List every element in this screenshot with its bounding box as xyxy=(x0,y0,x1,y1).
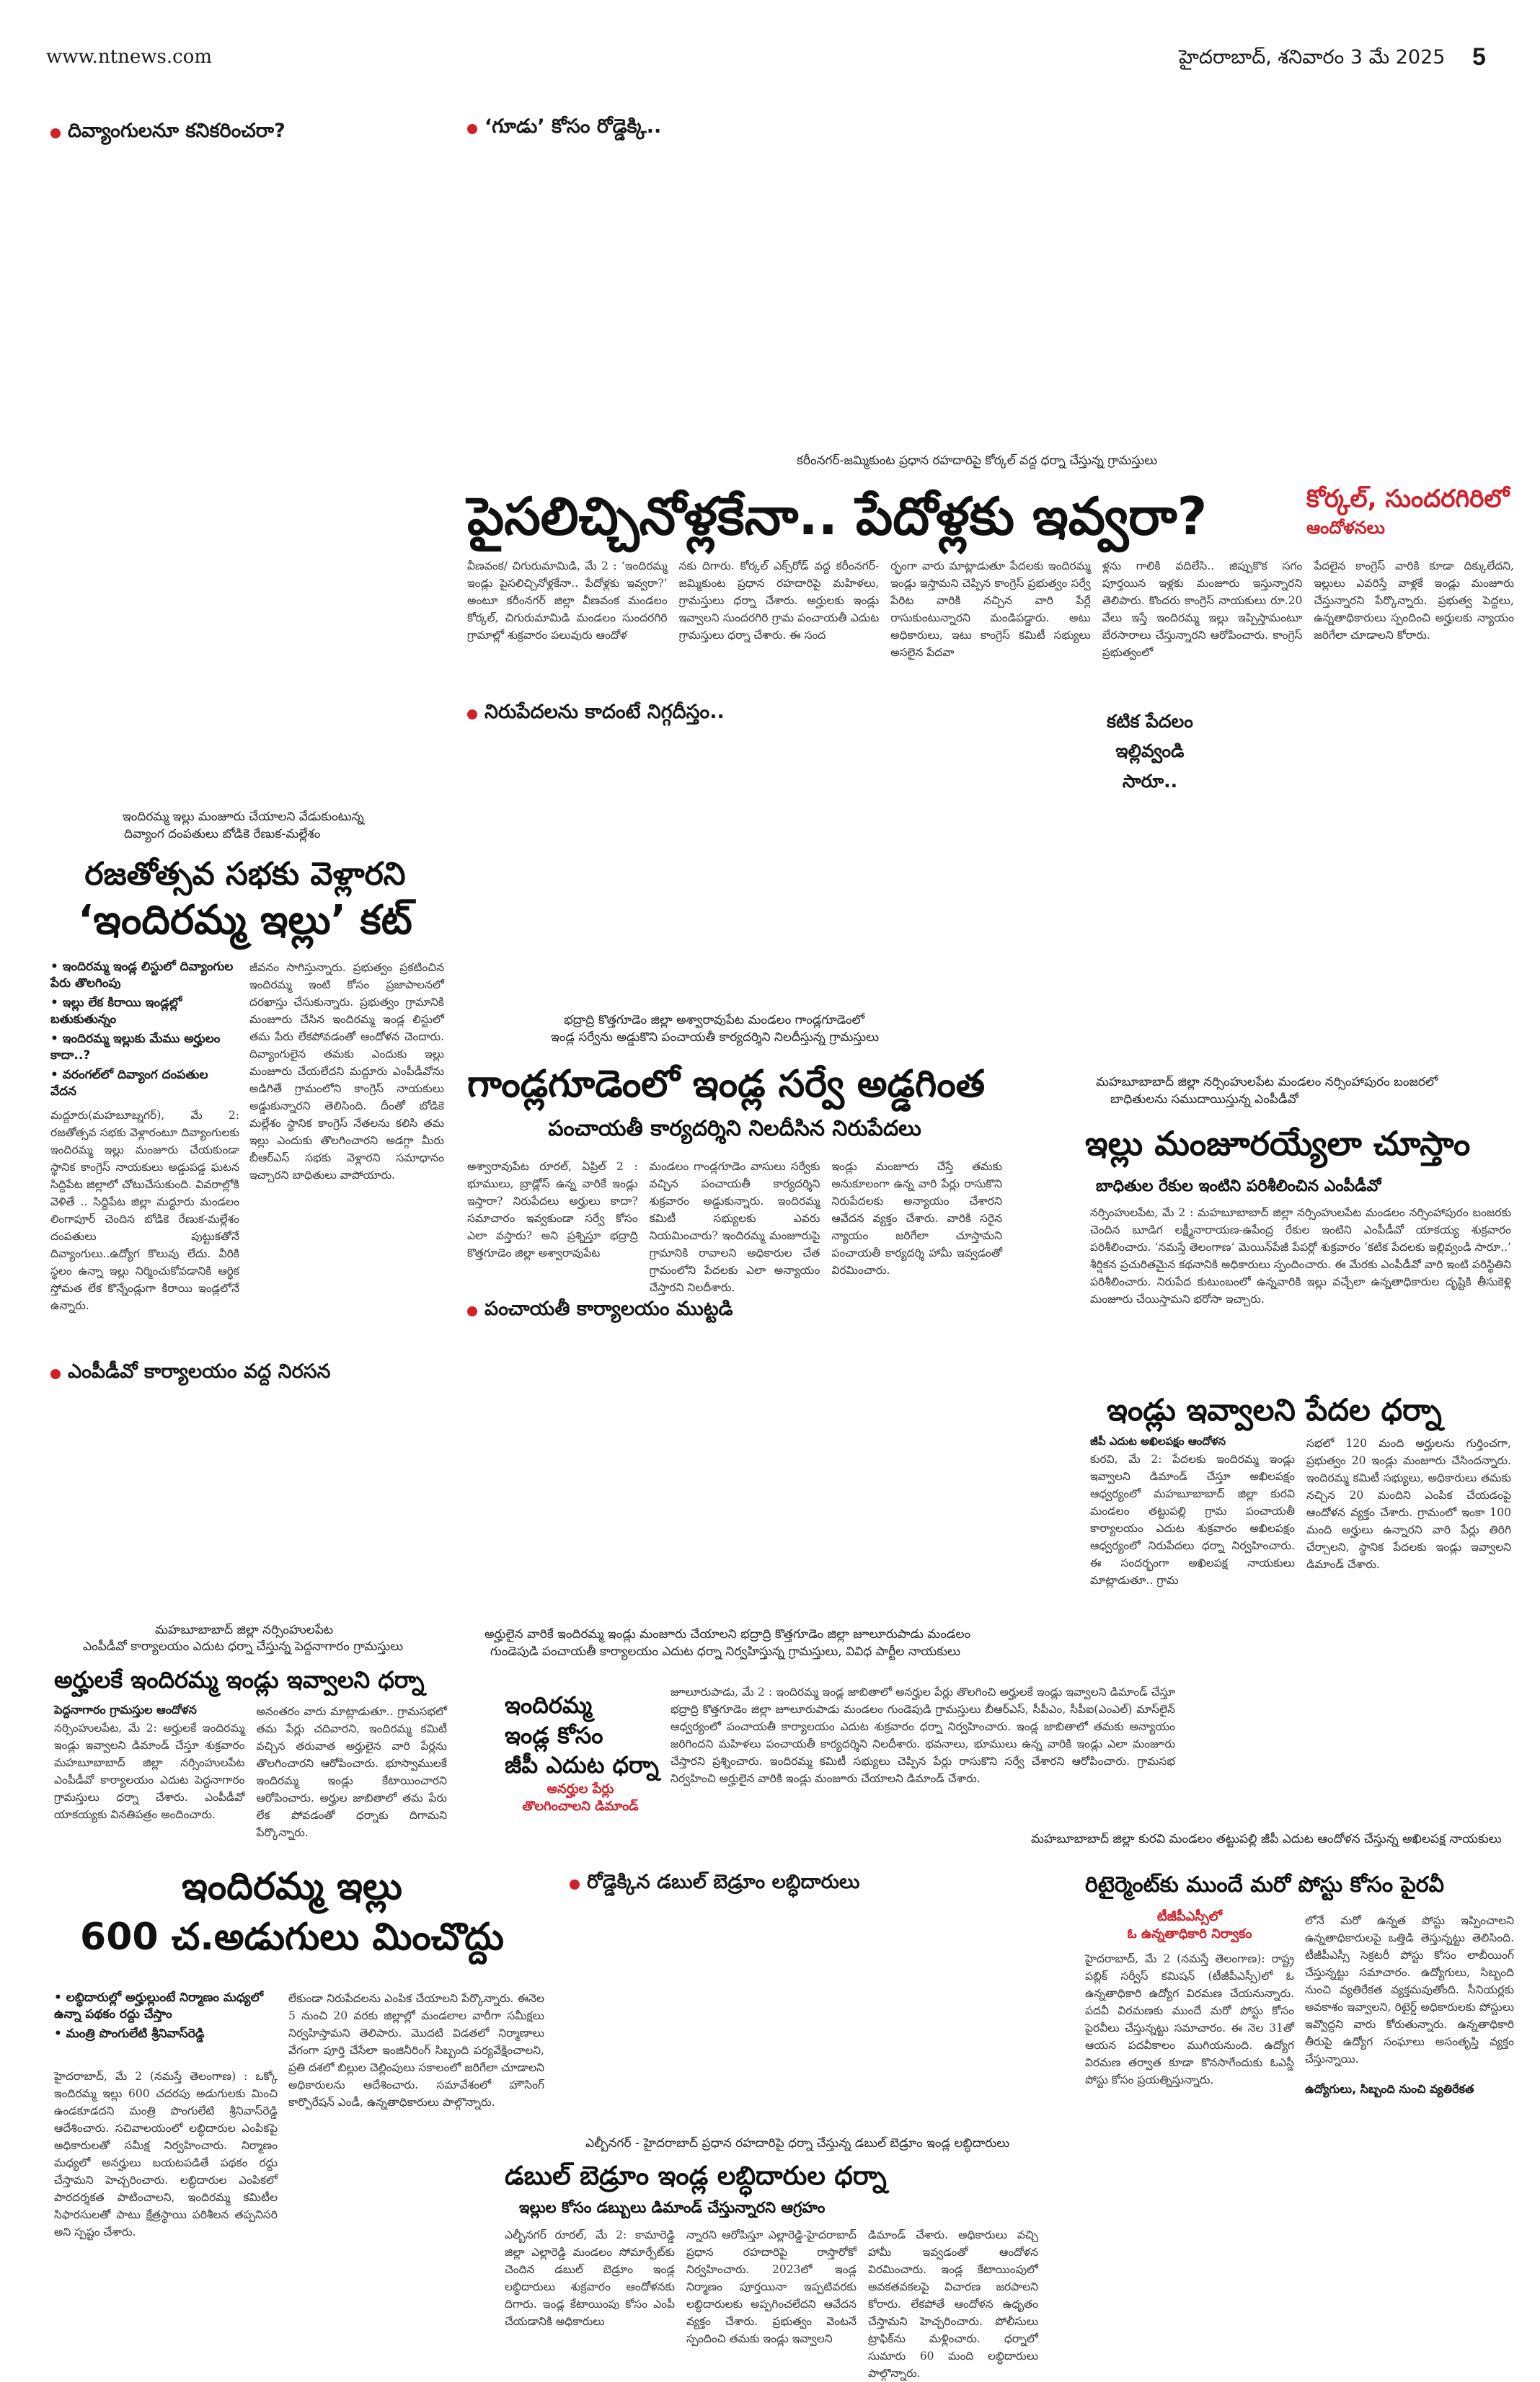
left-points xyxy=(50,959,236,1103)
jp-kicker-1: అర్హులైన వారికే ఇందిరమ్మ ఇండ్లు మంజూరు చేయాలని భద్రాద్రి కొత్తగూడెం జిల్లా జూలూరుపాడు మండలం xyxy=(484,1627,971,1642)
bullet-icon xyxy=(50,128,61,138)
main-col-4: ళ్లను గాలికి వదిలేసి.. జిప్పుకొక సగం పూర్తయిన ఇళ్లకు మంజూరు ఇస్తున్నారని తెలిపారు. కొందరు కాంగ్రెస్ నాయకులు రూ.20 వేలు ఇస్తే ఇందిరమ్మ ఇల్లు ఇప్పిస్తామంటూ బేరసారాలు చేస్తున్నారని ఆరోపించారు. కాంగ్రెస్ ప్రభుత్వంలో xyxy=(1102,559,1303,660)
dharna-col-1: కురవి, మే 2: పేదలకు ఇందిరమ్మ ఇండ్లు ఇవ్వాలని డిమాండ్ చేస్తూ అఖిలపక్షం ఆధ్వర్యంలో మహబూబాబాద్ జిల్లా కురవి మండలం తట్టుపల్లి గ్రామ పంచాయతీ కార్యాలయం ఎదుట శుక్రవారం అఖిలపక్షం ఆధ్వర్యంలో నిరుపేదలు ధర్నా నిర్వహించారు. ఈ సందర్భంగా అఖిలపక్ష నాయకులు మాట్లాడుతూ.. గ్రామ xyxy=(1090,1453,1295,1588)
arhulu-kicker-1: మహబూబాబాద్ జిల్లా నర్సింహులపేట xyxy=(155,1623,334,1637)
arhulu-col-wrap xyxy=(54,1703,245,1822)
photo-caption-goodu xyxy=(467,115,661,143)
caption-text: ఎంపీడీవో కార్యాలయం వద్ద నిరసన xyxy=(68,1360,331,1383)
site-url[interactable]: www.ntnews.com xyxy=(46,46,213,68)
arhulu-col-1: నర్సింహులపేట, మే 2: అర్హులకే ఇందిరమ్మ ఇండ్లు ఇవ్వాలని డిమాండ్ చేస్తూ శుక్రవారం మహబూబాబాద్ జిల్లా నర్సింహులపేట ఎంపీడీవో కార్యాలయం ఎదుట పెద్దనాగారం గ్రామస్తులు ధర్నా చేశారు. ఎంపీడీవో యాకయ్యకు వినతిపత్రం అందించారు. xyxy=(54,1722,245,1822)
arhulu-col-2: అనంతరం వారు మాట్లాడుతూ.. గ్రామసభలో తమ పేర్లు చదివారని, ఇందిరమ్మ కమిటీ వచ్చిన తరువాత అర్హులైన వారి పేర్లను తొలగించారని ఆరోపించారు. భూస్వాములకే ఇందిరమ్మ ఇండ్లు కేటాయించారని ఆరోపించారు. అర్హుల జాబితాలో తమ పేరు లేక పోవడంతో ధర్నాకు దిగామని పేర్కొన్నారు. xyxy=(256,1705,447,1840)
gandla-col-2: మండలం గాండ్లగూడెం వాసులు సర్వేకు వచ్చిన పంచాయతీ కార్యదర్శిని శుక్రవారం అడ్డుకున్నారు. ఇందిరమ్మ కమిటీ సభ్యులకు ఎవరు నియమించారు? ఇందిరమ్మ మంజూరుపై గ్రామానికి రావాలని అధికారుల చేత గ్రామంలోని పేదలకు ఎలా అన్యాయం చేస్తారని నిలదీశారు. xyxy=(649,1160,820,1295)
left-point: • వరంగల్‌లో దివ్యాంగ దంపతుల వేదన xyxy=(50,1067,208,1099)
arhulu-headline: అర్హులకే ఇందిరమ్మ ఇండ్లు ఇవ్వాలని ధర్నా xyxy=(54,1666,425,1693)
quote-line-1: కటిక పేదలం xyxy=(1107,711,1193,732)
dharna-bullet: జీపీ ఎదుట అఖిలపక్షం ఆందోళన xyxy=(1090,1435,1226,1448)
jp-headline-2: ఇండ్ల కోసం xyxy=(505,1721,603,1749)
jp-sub-2: తొలగించాలని డిమాండ్ xyxy=(522,1799,639,1815)
bullet-icon xyxy=(50,1369,61,1379)
left-point: • ఇల్లు లేక కిరాయి ఇండ్లల్లో బతుకుతున్నం xyxy=(50,995,182,1027)
caption-text: రోడ్డెక్కిన డబుల్ బెడ్రూం లబ్ధిదారులు xyxy=(587,1871,860,1893)
main-col-5: పేదలైన కాంగ్రెస్ వారికి కూడా దిక్కులేదని, ఇల్లులు ఎవరిస్తే వాళ్లకే ఇండ్లు మంజూరు చేస్తున్నారని పేర్కొన్నారు. ప్రభుత్వ పెద్దలు, ఉన్నతాధికారులు స్పందించి అర్హులకు న్యాయం జరిగేలా చూడాలని కోరారు. xyxy=(1314,559,1514,642)
main-col-1: వీణవంక/ చిగురుమామిడి, మే 2 : ‘ఇందిరమ్మ ఇండ్లు పైసలిచ్చినోళ్లకేనా.. పేదోళ్లకు ఇవ్వరా?’ అంటూ కరీంనగర్ జిల్లా వీణవంక మండలం కోర్కల్, చిగురుమామిడి మండలం సుందరగిరి గ్రామాల్లో శుక్రవారం పలువురు ఆందోళ xyxy=(467,559,668,642)
main-col-2: నకు దిగారు. కోర్కల్ ఎక్స్‌రోడ్ వద్ద కరీంనగర్-జమ్మికుంట ప్రధాన రహదారిపై మహిళలు, గ్రామస్తులు ధర్నా చేశారు. అర్హులకు ఇండ్లు ఇవ్వాలని సుందరగిరి గ్రామ పంచాయతీ ఎదుట గ్రామస్తులు ధర్నా చేశారు. ఈ సంద xyxy=(678,559,880,642)
dateline: హైదరాబాద్, శనివారం 3 మే 2025 xyxy=(1179,46,1446,68)
dharna-col-2: సభలో 120 మంది అర్హులను గుర్తించగా, ప్రభుత్వం 20 ఇండ్లు మంజూరు చేసిందన్నారు. ఇందిరమ్మ కమిటీ సభ్యులు, అధికారులు తమకు నచ్చిన 20 మందిని ఎంపిక చేయడంపై ఆందోళన వ్యక్తం చేశారు. గ్రామంలో ఇంకా 100 మంది అర్హులు ఉన్నారని వారి పేర్లు తిరిగి చేర్చాలని, స్థానిక పేదలకు ఇండ్లు ఇవ్వాలని డిమాండ్ చేశారు. xyxy=(1306,1437,1511,1572)
photo-caption-disabled xyxy=(50,120,286,147)
jp-body: జూలూరుపాడు, మే 2 : ఇందిరమ్మ ఇండ్ల జాబితాలో అనర్హుల పేర్లు తొలగించి అర్హులకే ఇండ్లు ఇవ్వాలని డిమాండ్ చేస్తూ భద్రాద్రి కొత్తగూడెం జిల్లా జూలూరుపాడు మండలం గుండెపుడి గ్రామస్తులు బీఆర్ఎస్, సీపీఎం, సీపీఐ(ఎంఎల్) మాస్‌లైన్ ఆధ్వర్యంలో పంచాయతీ కార్యాలయం ఎదుట శుక్రవారం ధర్నా నిర్వహించారు. ఇండ్ల జాబితాలో తమకు అన్యాయం జరిగిందని మహిళలు పంచాయతీ కార్యదర్శిని నిలదీశారు. భవనాలు, భూములు ఉన్న వారికి ఇండ్లు ఎలా మంజూరు చేస్తారని ప్రశ్నించారు. ఇందిరమ్మ కమిటీ సభ్యులు చెప్పిన పేర్లు రాసుకొని సర్వే చేశారని ఆరోపించారు. గ్రామసభ నిర్వహించి అర్హులైన వారికి ఇండ్లు మంజూరు చేయాలని డిమాండ్ చేశారు. xyxy=(671,1686,1175,1786)
double-col-1: ఎల్బీనగర్ రూరల్, మే 2: కామారెడ్డి జిల్లా ఎల్లారెడ్డి మండలం సోమార్పేట్‌కు చెందిన డబుల్ బెడ్రూం ఇండ్ల లబ్ధిదారులు శుక్రవారం ఆందోళనకు దిగారు. ఇండ్ల కేటాయింపు కోసం ఎంపీ చేయడానికి అధికారులు xyxy=(505,2228,675,2329)
double-headline: డబుల్ బెడ్రూం ఇండ్ల లబ్ధిదారుల ధర్నా xyxy=(505,2161,887,2191)
sqft-points xyxy=(54,1990,278,2045)
main-kicker: కరీంనగర్-జమ్మికుంట ప్రధాన రహదారిపై కోర్కల్ వద్ద ధర్నా చేస్తున్న గ్రామస్తులు xyxy=(797,453,1158,468)
photo-caption-panchayat xyxy=(467,1298,733,1325)
left-headline-1: రజతోత్సవ సభకు వెళ్లారని xyxy=(84,856,406,893)
manjur-kicker-1: మహబూబాబాద్ జిల్లా నర్సింహులపేట మండలం నర్సింహాపురం బంజరలో xyxy=(1096,1075,1438,1089)
double-col-2: న్నారని ఆరోపిస్తూ ఎల్లారెడ్డి-హైదరాబాద్ ప్రధాన రహదారిపై రాస్తారోకో నిర్వహించారు. 2023లో ఇండ్ల నిర్మాణం పూర్తయినా ఇప్పటివరకు లబ్ధిదారులకు అప్పగించలేదని ఆవేదన వ్యక్తం చేశారు. ప్రభుత్వం వెంటనే స్పందించి తమకు ఇండ్లు ఇవ్వాలని xyxy=(686,2228,857,2346)
sqft-col-1: హైదరాబాద్, మే 2 (నమస్తే తెలంగాణ) : ఒక్కో ఇందిరమ్మ ఇల్లు 600 చదరపు అడుగులకు మించి ఉండకూడదని మంత్రి పొంగులేటి శ్రీనివాస్‌రెడ్డి ఆదేశించారు. సచివాలయంలో లబ్ధిదారుల ఎంపికపై అధికారులతో సమీక్ష నిర్వహించారు. నిర్మాణం మధ్యలో అనర్హులు బయటపడితే పథకం రద్దు చేస్తామని హెచ్చరించారు. లబ్ధిదారుల ఎంపికలో పారదర్శకత పాటించాలని, ఇందిరమ్మ కమిటీల సిఫారసులతో పాటు క్షేత్రస్థాయి పరిశీలన తప్పనిసరి అని స్పష్టం చేశారు. xyxy=(54,2070,278,2239)
left-headline-2: ‘ఇందిరమ్మ ఇల్లు’ కట్ xyxy=(78,897,412,944)
quote-line-3: సారూ.. xyxy=(1122,770,1178,792)
manjur-kicker-2: బాధితులను సముదాయిస్తున్న ఎంపీడీవో xyxy=(1110,1092,1298,1107)
gandla-kicker-1: భద్రాద్రి కొత్తగూడెం జిల్లా అశ్వారావుపేట మండలం గాండ్లగూడెంలో xyxy=(564,1013,865,1027)
caption-text: నిరుపేదలను కాదంటే నిగ్గదీస్తం.. xyxy=(484,701,725,723)
main-side-title: కోర్కల్, సుందరగిరిలో xyxy=(1306,484,1510,513)
main-body xyxy=(467,557,1514,671)
left-kicker-1: ఇందిరమ్మ ఇల్లు మంజూరు చేయాలని వేడుకుంటున్న xyxy=(123,810,364,824)
dharna-headline: ఇండ్లు ఇవ్వాలని పేదల ధర్నా xyxy=(1107,1392,1442,1427)
double-body xyxy=(505,2226,1038,2381)
quote-box xyxy=(1085,707,1215,796)
manjur-headline: ఇల్లు మంజూరయ్యేలా చూస్తాం xyxy=(1085,1124,1471,1163)
caption-kuravi: మహబూబాబాద్ జిల్లా కురవి మండలం తట్టుపల్లి జీపీ ఎదుట ఆందోళన చేస్తున్న అఖిలపక్ష నాయకులు xyxy=(1031,1832,1502,1846)
gandla-kicker-2: ఇండ్ల సర్వేను అడ్డుకొని పంచాయతీ కార్యదర్శిని నిలదీస్తున్న గ్రామస్తులు xyxy=(551,1030,880,1045)
bullet-icon xyxy=(467,709,477,720)
arhulu-body xyxy=(54,1703,447,1840)
page-number: 5 xyxy=(1472,43,1486,71)
sqft-point: • లబ్ధిదారుల్లో అర్హుల్లుంటే నిర్మాణం మధ్యలో ఉన్నా పథకం రద్దు చేస్తాం xyxy=(54,1991,264,2022)
left-kicker-2: దివ్యాంగ దంపతులు బోడికె రేణుక-మల్లేశం xyxy=(124,827,321,841)
retire-kicker-2: ఓ ఉన్నతాధికారి నిర్వాకం xyxy=(1127,1926,1252,1942)
jp-headline-1: ఇందిరమ్మ xyxy=(505,1691,593,1719)
jp-headline-3: జీపీ ఎదుట ధర్నా xyxy=(505,1751,659,1779)
retire-col-2: లోనే మరో ఉన్నత పోస్టు ఇప్పించాలని ఉన్నతాధికారులపై ఒత్తిడి తెస్తున్నట్టు తెలిసింది. టీజీపీఎస్సీ సెక్రటరీ పోస్టు కోసం లాబీయింగ్ చేస్తున్నట్టు సమాచారం. ఉద్యోగులు, సిబ్బంది నుంచి వ్యతిరేకత వ్యక్తమవుతోంది. సీనియర్లకు అవకాశం ఇవ్వాలని, రిటైర్డ్ అధికారులకు పోస్టులు ఇవ్వొద్దని వారు కోరుతున్నారు. ఉన్నతాధికారి తీరుపై ఉద్యోగ సంఘాలు అసంతృప్తి వ్యక్తం చేస్తున్నాయి. xyxy=(1305,1914,1514,2066)
double-kicker: ఎల్బీనగర్ - హైదరాబాద్ ప్రధాన రహదారిపై ధర్నా చేస్తున్న డబుల్ బెడ్రూం ఇండ్ల లబ్ధిదారులు xyxy=(585,2136,1010,2151)
retire-kicker-1: టీజీపీఎస్సీలో xyxy=(1156,1909,1223,1924)
left-col-2: జీవనం సాగిస్తున్నారు. ప్రభుత్వం ప్రకటించిన ఇందిరమ్మ ఇంటి కోసం ప్రజాపాలనలో దరఖాస్తు చేసుకున్నారు. ప్రభుత్వం గ్రామానికి మంజూరు చేసిన ఇందిరమ్మ ఇండ్ల లిస్టులో తమ పేరు లేకపోవడంతో ఆందోళన చెందారు. దివ్యాంగులైన తమకు ఎందుకు ఇల్లు మంజూరు చేయలేదని మద్దూరు ఎంపీడీవోను అడిగితే గ్రామంలోని కాంగ్రెస్ నాయకులు అడ్డుకున్నారని తెలిసింది. దీంతో బోడికె మల్లేశం స్థానిక కాంగ్రెస్ నేతలను కలిసి తమ ఇల్లు ఎందుకు తొలగించారని అడగ్గా మీరు బీఆర్ఎస్ సభకు వెళ్లారని సమాధానం ఇచ్చారని బాధితులు వాపోయారు. xyxy=(249,961,444,1182)
sqft-headline-2: 600 చ.అడుగులు మించొద్దు xyxy=(80,1916,504,1959)
arhulu-bullet: పెద్దనాగారం గ్రామస్తుల ఆందోళన xyxy=(54,1703,197,1717)
gandla-sub: పంచాయతీ కార్యదర్శిని నిలదీసిన నిరుపేదలు xyxy=(548,1116,921,1141)
bullet-icon xyxy=(570,1880,580,1890)
retire-col-1: హైదరాబాద్, మే 2 (నమస్తే తెలంగాణ): రాష్ట్ర పబ్లిక్ సర్వీస్ కమిషన్ (టీజీపీఎస్సీ)లో ఓ ఉన్నతాధికారి ఉద్యోగ విరమణ చేయనున్నారు. పదవీ విరమణకు ముందే మరో పోస్టు కోసం పైరవీలు చేస్తున్నట్టు సమాచారం. ఈ నెల 31తో ఆయన పదవీకాలం ముగియనుంది. ఉద్యోగ విరమణ తర్వాత కూడా కొనసాగేందుకు ఓఎస్డీ పోస్టు కోసం ప్రయత్నిస్తున్నారు. xyxy=(1085,1952,1294,2087)
left-point: • ఇందిరమ్మ ఇండ్ల లిస్టులో దివ్యాంగుల పేరు తొలగింపు xyxy=(50,960,234,991)
jp-kicker-2: గుండెపుడి పంచాయతీ కార్యాలయం ఎదుట ధర్నా నిర్వహిస్తున్న గ్రామస్తులు, వివిధ పార్టీల నాయకులు xyxy=(490,1644,960,1659)
main-side-sub: ఆందోళనలు xyxy=(1306,518,1385,538)
gandla-col-1: అశ్వారావుపేట రూరల్, ఏప్రిల్ 2 : భూములు, బ్రాడ్లోస్ ఉన్న వారికే ఇండ్లు ఇస్తారా? నిరుపేదలు అర్హులు కాదా? సమాచారం ఇవ్వకుండా సర్వే కోసం ఎలా వస్తారు? అని ప్రశ్నిస్తూ భద్రాద్రి కొత్తగూడెం జిల్లా అశ్వారావుపేట xyxy=(467,1160,638,1260)
left-col-1: మద్దూరు(మహబూబ్నగర్), మే 2: రజతోత్సవ సభకు వెళ్లారంటూ దివ్యాంగులకు ఇందిరమ్మ ఇల్లు మంజూరు చేయకుండా స్థానిక కాంగ్రెస్ నాయకులు అడ్డుపడ్డ ఘటన సిద్దిపేట జిల్లాలో చోటుచేసుకుంది. వివరాల్లోకి వెళితే .. సిద్దిపేట జిల్లా మద్దూరు మండలం లింగాపూర్ చెందిన బోడికె రేణుక-మల్లేశం దంపతులు పుట్టుకతోనే దివ్యాంగులు..ఉద్యోగ కొలువు లేదు. వీరికి స్థలం ఉన్నా ఇల్లు నిర్మించుకోవడానికి ఆర్థిక స్తోమత లేక కొన్నేండ్లుగా కిరాయి ఇండ్లలోనే ఉన్నారు. xyxy=(50,1109,239,1313)
jp-sub-1: అనర్హుల పేర్లు xyxy=(546,1781,614,1797)
double-col-3: డిమాండ్ చేశారు. అధికారులు వచ్చి హామీ ఇవ్వడంతో ఆందోళన విరమించారు. ఇండ్ల కేటాయింపులో అవకతవకలపై విచారణ జరపాలని కోరారు. లేకపోతే ఆందోళన ఉధృతం చేస్తామని హెచ్చరించారు. పోలీసులు ట్రాఫిక్‌ను మళ్లించారు. ధర్నాలో సుమారు 60 మంది లబ్ధిదారులు పాల్గొన్నారు. xyxy=(868,2228,1038,2381)
sqft-headline-1: ఇందిరమ్మ ఇల్లు xyxy=(182,1865,402,1908)
caption-text: ‘గూడు’ కోసం రోడ్డెక్కి.. xyxy=(484,115,662,138)
caption-text: దివ్యాంగులనూ కనికరించరా? xyxy=(68,120,286,142)
manjur-sub: బాధితుల రేకుల ఇంటిని పరిశీలించిన ఎంపీడీవో xyxy=(1096,1177,1381,1195)
photo-caption-double-bed xyxy=(570,1871,860,1898)
gandla-body xyxy=(467,1158,1003,1295)
main-col-3: ర్భంగా వారు మాట్లాడుతూ పేదలకు ఇందిరమ్మ ఇండ్లు ఇస్తామని చెప్పిన కాంగ్రెస్ ప్రభుత్వం సర్వే పేరిట వారికి నచ్చిన వారి పేర్లే రాసుకుంటున్నారని మండిపడ్డారు. అటు అధికారులు, ఇటు కాంగ్రెస్ కమిటీ సభ్యులు అసలైన పేదవా xyxy=(890,559,1091,660)
manjur-body: నర్సింహులపేట, మే 2 : మహబూబాబాద్ జిల్లా నర్సింహులపేట మండలం నర్సింహాపురం బంజరకు చెందిన బూడిగ లక్ష్మీనారాయణ-ఉపేంద్ర రేకుల ఇంటిని ఎంపీడీవో యాకయ్య శుక్రవారం పరిశీలించారు. ‘నమస్తే తెలంగాణ’ మెయిన్‌పేజీ పేపర్లో శుక్రవారం ‘కటిక పేదలకు ఇల్లివ్వండి సారూ..’ శీర్షికన ప్రచురితమైన కథనానికి అధికారులు స్పందించారు. ఈ మేరకు ఎంపీడీవో వారి ఇంటి పరిస్థితిని పరిశీలించారు. నిరుపేద కుటుంబంలో ఉన్నవారికి ఇల్లు వచ్చేలా ఉన్నతాధికారుల దృష్టికి తీసుకెళ్లి మంజూరు చేయిస్తామని భరోసా ఇచ్చారు. xyxy=(1090,1206,1511,1306)
left-point: • ఇందిరమ్మ ఇల్లుకు మేము అర్హులం కాదా..? xyxy=(50,1031,221,1063)
sqft-col-2: లేకుండా నిరుపేదలను ఎంపిక చేయాలని పేర్కొన్నారు. ఈనెల 5 నుంచి 20 వరకు జిల్లాల్లో మండలాల వారీగా సమీక్షలు నిర్వహిస్తామని తెలిపారు. మొదటి విడతలో నిర్మాణాలు వేగంగా పూర్తి చేసేలా ఇంజినీరింగ్ సిబ్బంది పర్యవేక్షించాలని, ప్రతి దశలో బిల్లుల చెల్లింపులు సకాలంలో జరిగేలా చూడాలని అధికారులను ఆదేశించారు. సమావేశంలో హౌసింగ్ కార్పొరేషన్ ఎండీ, ఉన్నతాధికారులు పాల్గొన్నారు. xyxy=(288,1992,544,2109)
jp-sub xyxy=(497,1781,663,1816)
arhulu-kicker-2: ఎంపీడీవో కార్యాలయం ఎదుట ధర్నా చేస్తున్న పెద్దనాగారం గ్రామస్తులు xyxy=(83,1639,404,1654)
photo-caption-poor xyxy=(467,701,725,728)
photo-caption-mpdo xyxy=(50,1360,331,1388)
dharna-body xyxy=(1090,1435,1511,1588)
quote-line-2: ఇల్లివ్వండి xyxy=(1115,740,1185,762)
dharna-col-wrap xyxy=(1090,1435,1295,1588)
retire-col-2-wrap xyxy=(1305,1912,1514,2312)
gandla-headline: గాండ్లగూడెంలో ఇండ్ల సర్వే అడ్డగింత xyxy=(467,1063,986,1106)
jp-headline xyxy=(505,1691,659,1781)
double-sub: ఇల్లుల కోసం డబ్బులు డిమాండ్ చేస్తున్నారని ఆగ్రహం xyxy=(519,2199,826,2216)
retire-headline: రిటైర్మెంట్‌కు ముందే మరో పోస్టు కోసం పైరవీ xyxy=(1085,1872,1444,1898)
gandla-col-3: ఇండ్లు మంజూరు చేస్తే తమకు అనుకూలంగా ఉన్న వారి పేర్లు రాసుకొని నిరుపేదలకు అన్యాయం చేశారని ఆవేదన వ్యక్తం చేశారు. వారికి సరైన న్యాయం జరిగేలా చూస్తామని పంచాయతీ కార్యదర్శి హామీ ఇవ్వడంతో విరమించారు. xyxy=(831,1160,1003,1278)
sqft-point: • మంత్రి పొంగులేటి శ్రీనివాస్‌రెడ్డి xyxy=(54,2026,205,2041)
bullet-icon xyxy=(467,1306,477,1316)
caption-text: పంచాయతీ కార్యాలయం ముట్టడి xyxy=(484,1298,733,1320)
retire-subhead: ఉద్యోగులు, సిబ్బంది నుంచి వ్యతిరేకత xyxy=(1305,2082,1474,2096)
bullet-icon xyxy=(467,124,477,134)
main-headline: పైసలిచ్చినోళ్లకేనా.. పేదోళ్లకు ఇవ్వరా? xyxy=(467,486,1208,546)
